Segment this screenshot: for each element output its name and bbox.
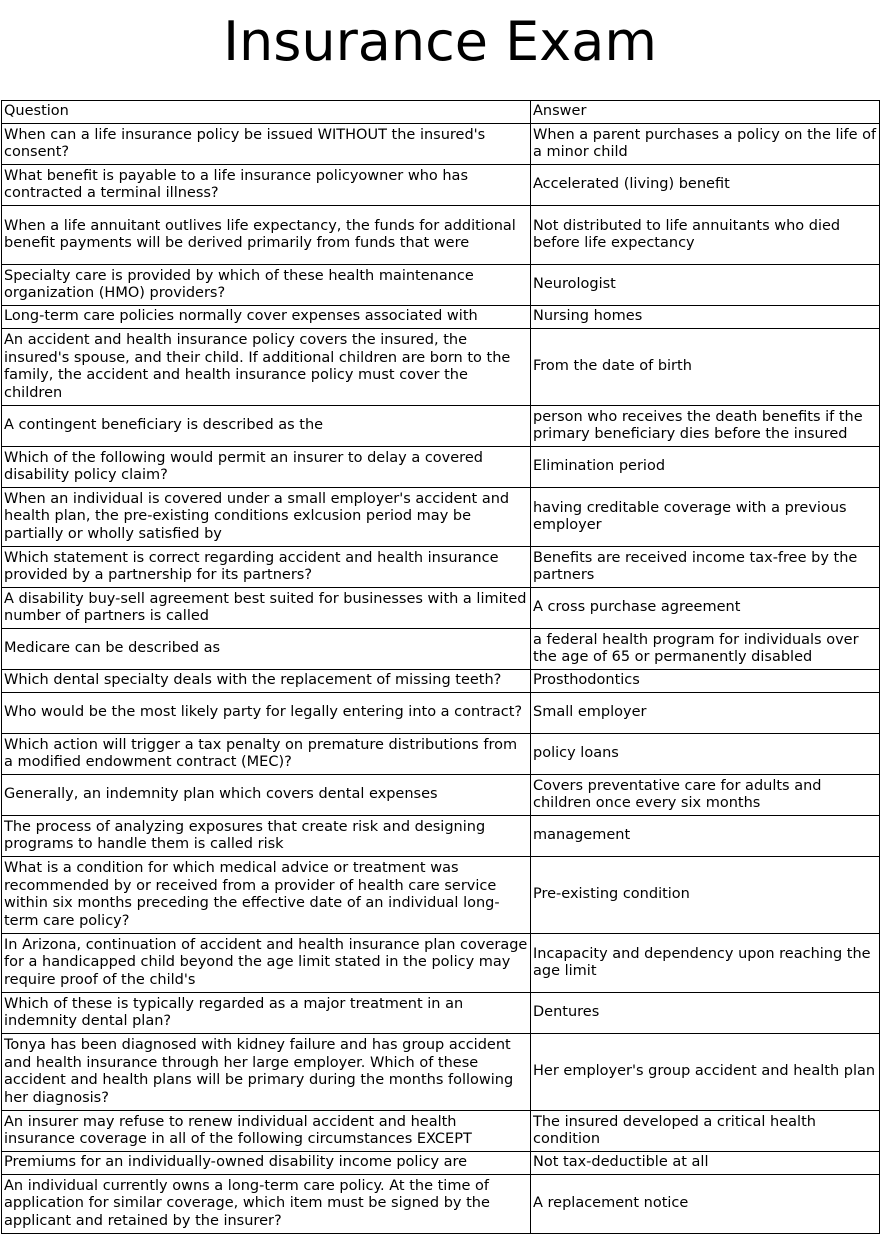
question-cell: Which of the following would permit an insurer to delay a covered disability policy claim? [2, 447, 531, 488]
answer-cell: Benefits are received income tax-free by the partners [531, 547, 880, 588]
answer-cell: Neurologist [531, 265, 880, 306]
answer-cell: Accelerated (living) benefit [531, 165, 880, 206]
table-row [2, 547, 880, 588]
table-row [2, 816, 880, 857]
question-cell: Which of these is typically regarded as a major treatment in an indemnity dental plan? [2, 993, 531, 1034]
question-cell: Which action will trigger a tax penalty on premature distributions from a modified endowment contract (MEC)? [2, 734, 531, 775]
table-row [2, 934, 880, 993]
question-cell: A contingent beneficiary is described as the [2, 406, 531, 447]
table-row [2, 1111, 880, 1152]
qa-table [1, 100, 880, 1234]
question-cell: Specialty care is provided by which of these health maintenance organization (HMO) providers? [2, 265, 531, 306]
answer-cell: Pre-existing condition [531, 857, 880, 934]
table-row [2, 734, 880, 775]
answer-cell: policy loans [531, 734, 880, 775]
table-row [2, 306, 880, 329]
answer-cell: From the date of birth [531, 329, 880, 406]
table-row [2, 165, 880, 206]
table-row [2, 488, 880, 547]
question-cell: What is a condition for which medical advice or treatment was recommended by or received from a provider of health care service within six months preceding the effective date of an individual long-term care policy? [2, 857, 531, 934]
table-row [2, 1034, 880, 1111]
table-row [2, 993, 880, 1034]
answer-cell: Incapacity and dependency upon reaching the age limit [531, 934, 880, 993]
answer-cell: Not distributed to life annuitants who died before life expectancy [531, 206, 880, 265]
answer-cell: Covers preventative care for adults and children once every six months [531, 775, 880, 816]
answer-cell: The insured developed a critical health condition [531, 1111, 880, 1152]
question-cell: Premiums for an individually-owned disability income policy are [2, 1152, 531, 1175]
question-cell: When can a life insurance policy be issued WITHOUT the insured's consent? [2, 124, 531, 165]
table-row [2, 265, 880, 306]
table-row [2, 857, 880, 934]
answer-cell: A cross purchase agreement [531, 588, 880, 629]
question-cell: Tonya has been diagnosed with kidney failure and has group accident and health insurance through her large employer. Which of these accident and health plans will be primary during the months following her diagnosis? [2, 1034, 531, 1111]
question-cell: An accident and health insurance policy covers the insured, the insured's spouse, and their child. If additional children are born to the family, the accident and health insurance policy must cover the children [2, 329, 531, 406]
question-cell: The process of analyzing exposures that create risk and designing programs to handle them is called risk [2, 816, 531, 857]
table-header-row [2, 101, 880, 124]
table-row [2, 206, 880, 265]
question-cell: An insurer may refuse to renew individual accident and health insurance coverage in all of the following circumstances EXCEPT [2, 1111, 531, 1152]
question-cell: Generally, an indemnity plan which covers dental expenses [2, 775, 531, 816]
question-cell: What benefit is payable to a life insurance policyowner who has contracted a terminal illness? [2, 165, 531, 206]
answer-cell: Not tax-deductible at all [531, 1152, 880, 1175]
answer-cell: Dentures [531, 993, 880, 1034]
table-row [2, 775, 880, 816]
answer-cell: A replacement notice [531, 1175, 880, 1234]
table-row [2, 329, 880, 406]
question-column-header: Question [2, 101, 531, 124]
question-cell: Who would be the most likely party for legally entering into a contract? [2, 693, 531, 734]
answer-cell: Elimination period [531, 447, 880, 488]
table-row [2, 1152, 880, 1175]
answer-cell: Her employer's group accident and health plan [531, 1034, 880, 1111]
question-cell: A disability buy-sell agreement best suited for businesses with a limited number of partners is called [2, 588, 531, 629]
question-cell: In Arizona, continuation of accident and health insurance plan coverage for a handicapped child beyond the age limit stated in the policy may require proof of the child's [2, 934, 531, 993]
answer-cell: management [531, 816, 880, 857]
answer-cell: When a parent purchases a policy on the life of a minor child [531, 124, 880, 165]
answer-cell: having creditable coverage with a previous employer [531, 488, 880, 547]
question-cell: When an individual is covered under a small employer's accident and health plan, the pre-existing conditions exlcusion period may be partially or wholly satisfied by [2, 488, 531, 547]
table-row [2, 693, 880, 734]
question-cell: Which dental specialty deals with the replacement of missing teeth? [2, 670, 531, 693]
table-row [2, 588, 880, 629]
answer-cell: Nursing homes [531, 306, 880, 329]
question-cell: An individual currently owns a long-term care policy. At the time of application for similar coverage, which item must be signed by the applicant and retained by the insurer? [2, 1175, 531, 1234]
page-title: Insurance Exam [223, 10, 657, 73]
answer-cell: person who receives the death benefits if the primary beneficiary dies before the insured [531, 406, 880, 447]
answer-column-header: Answer [531, 101, 880, 124]
answer-cell: a federal health program for individuals over the age of 65 or permanently disabled [531, 629, 880, 670]
table-row [2, 670, 880, 693]
answer-cell: Small employer [531, 693, 880, 734]
question-cell: Long-term care policies normally cover expenses associated with [2, 306, 531, 329]
answer-cell: Prosthodontics [531, 670, 880, 693]
table-row [2, 124, 880, 165]
question-cell: When a life annuitant outlives life expectancy, the funds for additional benefit payments will be derived primarily from funds that were [2, 206, 531, 265]
question-cell: Which statement is correct regarding accident and health insurance provided by a partnership for its partners? [2, 547, 531, 588]
table-row [2, 447, 880, 488]
table-row [2, 406, 880, 447]
question-cell: Medicare can be described as [2, 629, 531, 670]
table-row [2, 629, 880, 670]
table-row [2, 1175, 880, 1234]
